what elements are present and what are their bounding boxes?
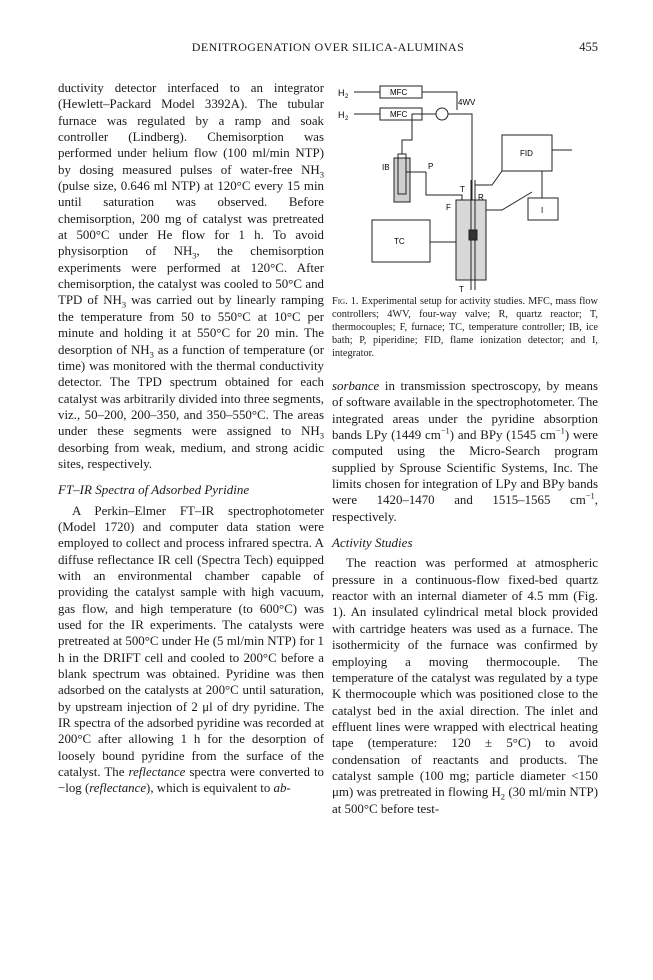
label-p: P	[428, 162, 434, 171]
label-f: F	[446, 203, 451, 212]
running-head: DENITROGENATION OVER SILICA-ALUMINAS	[191, 40, 465, 54]
page-header	[58, 40, 598, 60]
right-column	[332, 80, 598, 817]
label-i: I	[541, 206, 544, 215]
svg-text:2: 2	[345, 116, 349, 122]
section-heading-ftir: FT–IR Spectra of Adsorbed Pyridine	[58, 482, 250, 498]
section-heading-activity: Activity Studies	[332, 535, 413, 551]
label-t-upper: T	[460, 185, 465, 194]
left-column	[58, 80, 324, 797]
page-number: 455	[579, 40, 598, 54]
label-fid: FID	[520, 149, 533, 158]
paragraph-tpd: ductivity detector interfaced to an integrator (Hewlett–Packard Model 3392A). The tubular furnace was regulated by a ramp and soak controller (Lindberg). Chemisorption was performed under helium flow (100 ml/min NTP) by dosing measured pulses of water-free $NH_3$ (pulse size, 0.646 ml NTP) at 120°C every 15 min until saturation was observed. Before chemisorption, 200 mg of catalyst was pretreated at 500°C under He flow for 1 h. To avoid physisorption of $NH_3$, the chemisorption experiments were performed at 120°C. After chemisorption, the catalyst was cooled to 50°C and TPD of $NH_3$ was carried out by linearly ramping the temperature from 50 to 550°C at 10°C per minute and holding it at 550°C for 20 min. The desorption of $NH_3$ as a function of temperature (or time) was monitored with the thermal conductivity detector. The TPD spectrum obtained for each catalyst was arbitrarily divided into three segments, viz., 50–200, 200–350, and 350–550°C. The areas under these segments were assigned to $NH_3$ desorbing from weak, medium, and strong acidic sites, respectively.	[58, 81, 324, 471]
label-r: R	[478, 193, 484, 202]
paragraph-activity: The reaction was performed at atmospheric pressure in a continuous-flow fixed-bed quartz reactor with an internal diameter of 4.5 mm (Fig. 1). An insulated cylindrical metal block provided with cartridge heaters was used as a furnace. The isothermicity of the furnace was confirmed by employing a moving thermocouple. The temperature of the catalyst was regulated by a type K thermocouple which was positioned close to the catalyst bed in the axial direction. The inlet and effluent lines were wrapped with electrical heating tape (temperature: 120 ± 5°C) to avoid condensation of reactants and products. The catalyst sample (100 mg; particle diameter <150 μm) was pretreated in flowing $H_2$ (30 ml/min NTP) at 500°C before test-	[332, 556, 598, 816]
label-mfc-top: MFC	[390, 88, 408, 97]
label-tc: TC	[394, 237, 405, 246]
label-ib: IB	[382, 163, 390, 172]
figure-1	[332, 80, 598, 295]
label-t-lower: T	[459, 285, 464, 294]
four-way-valve	[436, 108, 448, 120]
setup-diagram	[332, 80, 598, 295]
label-h2-bottom: H	[338, 110, 345, 120]
ice-bath	[394, 158, 410, 202]
svg-text:2: 2	[345, 94, 349, 100]
label-mfc-bottom: MFC	[390, 110, 408, 119]
figure-caption: Fig. 1. Experimental setup for activity studies. MFC, mass flow controllers; 4WV, four-way valve; R, quartz reactor; T, thermocouples; F, furnace; TC, temperature controller; IB, ice bath; P, piperidine; FID, flame ionization detector; and I, integrator.	[332, 296, 598, 359]
paragraph-ftir: A Perkin–Elmer FT–IR spectrophotometer (Model 1720) and computer data station were employed to collect and process infrared spectra. A diffuse reflectance IR cell (Spectra Tech) equipped with an environmental chamber capable of providing the catalyst sample with high vacuum, gas flow, and high temperature (to 600°C) was used for the IR experiments. The catalysts were pretreated at 500°C under He (5 ml/min NTP) for 1 h in the DRIFT cell and cooled to 200°C before a blank spectrum was obtained. Pyridine was then adsorbed on the catalysts at 200°C until saturation, by upstream injection of 2 μl of dry pyridine. The IR spectra of the adsorbed pyridine was recorded at 200°C after allowing 1 h for the desorption of loosely bound pyridine from the surface of the catalyst. The reflectance spectra were converted to −log (reflectance), which is equivalent to ab-	[58, 503, 324, 796]
label-4wv: 4WV	[458, 98, 476, 107]
label-h2-top: H	[338, 88, 345, 98]
paragraph-absorbance: sorbance in transmission spectroscopy, by means of software available in the spectrophotometer. The integrated areas under the pyridine absorption bands LPy (1449 $cm^{-1}$) and BPy (1545 $cm^{-1}$) were computed using the Micro-Search program supplied by Sprouse Scientific Systems, Inc. The limits chosen for integration of LPy and BPy bands were 1420–1470 and 1515–1565 $cm^{-1}$, respectively.	[332, 379, 598, 524]
